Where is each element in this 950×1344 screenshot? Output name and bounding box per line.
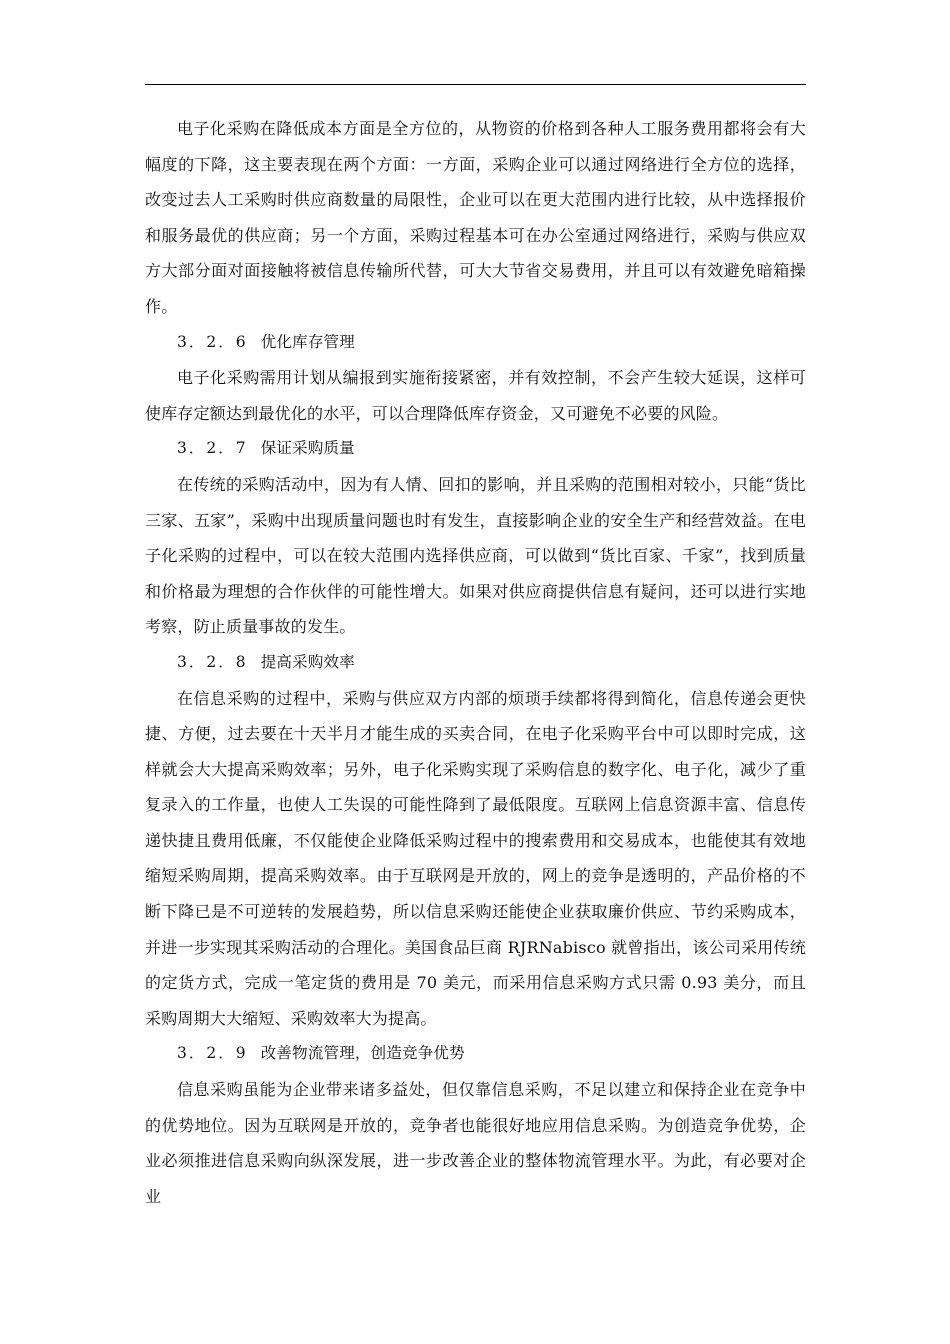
section-title: 优化库存管理: [260, 332, 355, 351]
section-number: 3．2．8: [177, 652, 248, 671]
section-title: 改善物流管理，创造竞争优势: [260, 1044, 465, 1063]
paragraph-inventory: 电子化采购需用计划从编报到实施衔接紧密，并有效控制，不会产生较大延误，这样可使库存定额达到最优化的水平，可以合理降低库存资金，又可避免不必要的风险。: [145, 368, 806, 423]
paragraph-cost-reduction: 电子化采购在降低成本方面是全方位的，从物资的价格到各种人工服务费用都将会有大幅度的下降，这主要表现在两个方面：一方面，采购企业可以通过网络进行全方位的选择，改变过去人工采购时供应商数量的局限性，企业可以在更大范围内进行比较，从中选择报价和服务最优的供应商；另一个方面，采购过程基本可在办公室通过网络进行，采购与供应双方大部分面对面接触将被信息传输所代替，可大大节省交易费用，并且可以有效避免暗箱操作。: [145, 119, 806, 316]
document-body: [145, 111, 806, 1214]
section-number: 3．2．9: [177, 1044, 248, 1063]
section-heading-3-2-9: [145, 1036, 806, 1072]
section-title: 保证采购质量: [260, 439, 355, 458]
section-title: 提高采购效率: [260, 652, 355, 671]
paragraph-efficiency: 在信息采购的过程中，采购与供应双方内部的烦琐手续都将得到简化，信息传递会更快捷、方便，过去要在十天半月才能生成的买卖合同，在电子化采购平台中可以即时完成，这样就会大大提高采购效率；另外，电子化采购实现了采购信息的数字化、电子化，减少了重复录入的工作量，也使人工失误的可能性降到了最低限度。互联网上信息资源丰富、信息传递快捷且费用低廉，不仅能使企业降低采购过程中的搜索费用和交易成本，也能使其有效地缩短采购周期，提高采购效率。由于互联网是开放的，网上的竞争是透明的，产品价格的不断下降已是不可逆转的发展趋势，所以信息采购还能使企业获取廉价供应、节约采购成本，并进一步实现其采购活动的合理化。美国食品巨商 RJRNabisco 就曾指出，该公司采用传统的定货方式，完成一笔定货的费用是 70 美元，而采用信息采购方式只需 0.93 美分，而且采购周期大大缩短、采购效率大为提高。: [145, 688, 806, 1028]
section-heading-3-2-6: [145, 325, 806, 361]
section-number: 3．2．6: [177, 332, 248, 351]
section-heading-3-2-7: [145, 431, 806, 467]
header-rule: [145, 84, 806, 85]
section-heading-3-2-8: [145, 645, 806, 681]
section-number: 3．2．7: [177, 439, 248, 458]
paragraph-logistics: 信息采购虽能为企业带来诸多益处，但仅靠信息采购，不足以建立和保持企业在竞争中的优势地位。因为互联网是开放的，竞争者也能很好地应用信息采购。为创造竞争优势，企业必须推进信息采购向纵深发展，进一步改善企业的整体物流管理水平。为此，有必要对企业: [145, 1080, 806, 1206]
paragraph-quality: 在传统的采购活动中，因为有人情、回扣的影响，并且采购的范围相对较小，只能“货比三家、五家”，采购中出现质量问题也时有发生，直接影响企业的安全生产和经营效益。在电子化采购的过程中，可以在较大范围内选择供应商，可以做到“货比百家、千家”，找到质量和价格最为理想的合作伙伴的可能性增大。如果对供应商提供信息有疑问，还可以进行实地考察，防止质量事故的发生。: [145, 474, 806, 637]
